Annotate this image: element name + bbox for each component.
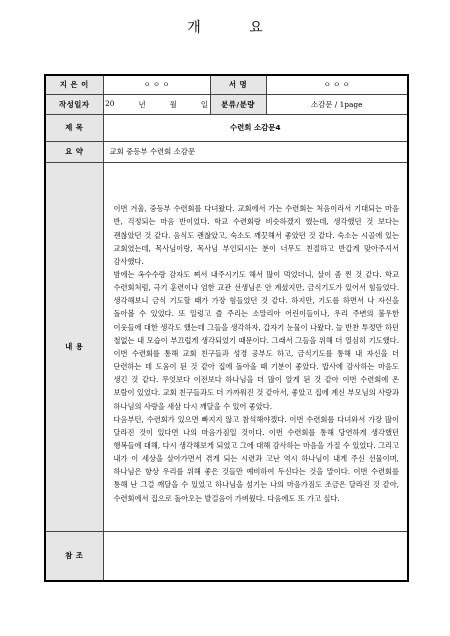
- author-value[interactable]: ㅇ ㅇ ㅇ: [103, 75, 210, 94]
- page-title: 개 요: [187, 20, 285, 36]
- reference-value[interactable]: [103, 531, 408, 581]
- reference-label: 참 조: [45, 531, 103, 581]
- category-value[interactable]: 소감문 / 1page: [266, 94, 408, 114]
- content-label: 내 용: [45, 162, 103, 531]
- summary-label: 요 약: [45, 141, 103, 162]
- content-cell[interactable]: [103, 162, 408, 531]
- summary-form-table: [44, 74, 409, 582]
- summary-value[interactable]: 교회 중등부 수련회 소감문: [103, 141, 408, 162]
- author-label: 지 은 이: [45, 75, 103, 94]
- date-year: 20: [105, 98, 115, 108]
- subject-label: 제 목: [45, 114, 103, 141]
- category-label: 분류/분량: [210, 94, 266, 114]
- content-body: [104, 188, 408, 505]
- date-year-unit: 년: [138, 99, 146, 109]
- reviewer-label: 서 명: [210, 75, 266, 94]
- date-day-unit: 일: [200, 99, 208, 109]
- reviewer-value[interactable]: ㅇ ㅇ ㅇ: [266, 75, 408, 94]
- date-label: 작성일자: [45, 94, 103, 114]
- subject-value[interactable]: 수련회 소감문4: [103, 114, 408, 141]
- date-month-unit: 월: [169, 99, 177, 109]
- content-paragraph: 밤에는 옥수수랑 감자도 쪄서 내주시기도 해서 많이 먹었더니, 살이 좀 찐 것 같다. 학교 수련회처럼, 극기 훈련이나 엄한 교관 선생님은 안 계셨지만, 금식기도가 있어서 힘들었다. 생각해보니 금식 기도할 때가 가장 힘들었던 것 같다. 하지만, 기도를 하면서 나 자신을 돌아볼 수 있었다. 또 일렁고 즐 주리는 소말리아 어린이들이나, 우리 주변의 불우한 이웃들에 대한 생각도 했는데 그들을 생각하자, 갑자기 눈물이 나왔다. 늘 반찬 투정만 하던 철없는 내 모습이 부끄럽게 생각되었기 때문이다. 그래서 그들을 위해 더 열심히 기도했다. 이번 수련회를 통해 교회 친구들과 성경 공부도 하고, 금식기도를 통해 내 자신을 더 단련하는 데 도움이 된 것 같아 집에 돌아올 때 기분이 좋았다. 밥사에 감사하는 마음도 생긴 것 같다. 무엇보다 이전보다 하나님을 더 많이 알게 된 것 같아 이번 수련회에 온 보람이 있었다. 교회 친구들과도 더 가까워진 것 같아서, 좋았고 집에 계신 부모님의 사랑과 하나님의 사랑을 새삼 다시 깨달을 수 있어 좋았다.: [113, 269, 399, 411]
- date-value[interactable]: [103, 94, 210, 114]
- content-paragraph: 이번 겨울, 중등부 수련회를 다녀왔다. 교회에서 가는 수련회는 처음이라서 기대되는 마음 반, 걱정되는 마음 반이었다. 학교 수련회랑 비슷하겠지 했는데, 생각했던 것 보다는 괜찮았던 것 같다. 음식도 괜찮았고, 숙소도 깨끗해서 좋았던 것 같다. 숙소는 시골에 있는 교회였는데, 목사님이랑, 목사님 부인되시는 분이 너무도 친절하고 반갑게 맞아주셔서 감사했다.: [113, 204, 399, 266]
- content-paragraph: 다음부턴, 수련회가 있으면 빠지지 않고 참석해야겠다. 이번 수련회를 다녀와서 가장 많이 달라진 것이 있다면 나의 마음가짐일 것이다. 이번 수련회를 통해 당연하게 생각했던 행복들에 대해, 다시 생각해보게 되었고 그에 대해 감사하는 마음을 가질 수 있었다. 그리고 내가 이 세상을 살아가면서 겪게 되는 시련과 고난 역시 하나님이 내게 주신 선물이며, 하나님은 항상 우리를 위해 좋은 것들만 예비하여 두신다는 것을 말이다. 이번 수련회를 통해 난 그걸 깨달을 수 있었고 하나님을 섬기는 나의 마음가짐도 조금은 달라진 것 같아, 수련회에서 집으로 돌아오는 발걸음이 가벼웠다. 다음에도 또 가고 싶다.: [113, 414, 399, 503]
